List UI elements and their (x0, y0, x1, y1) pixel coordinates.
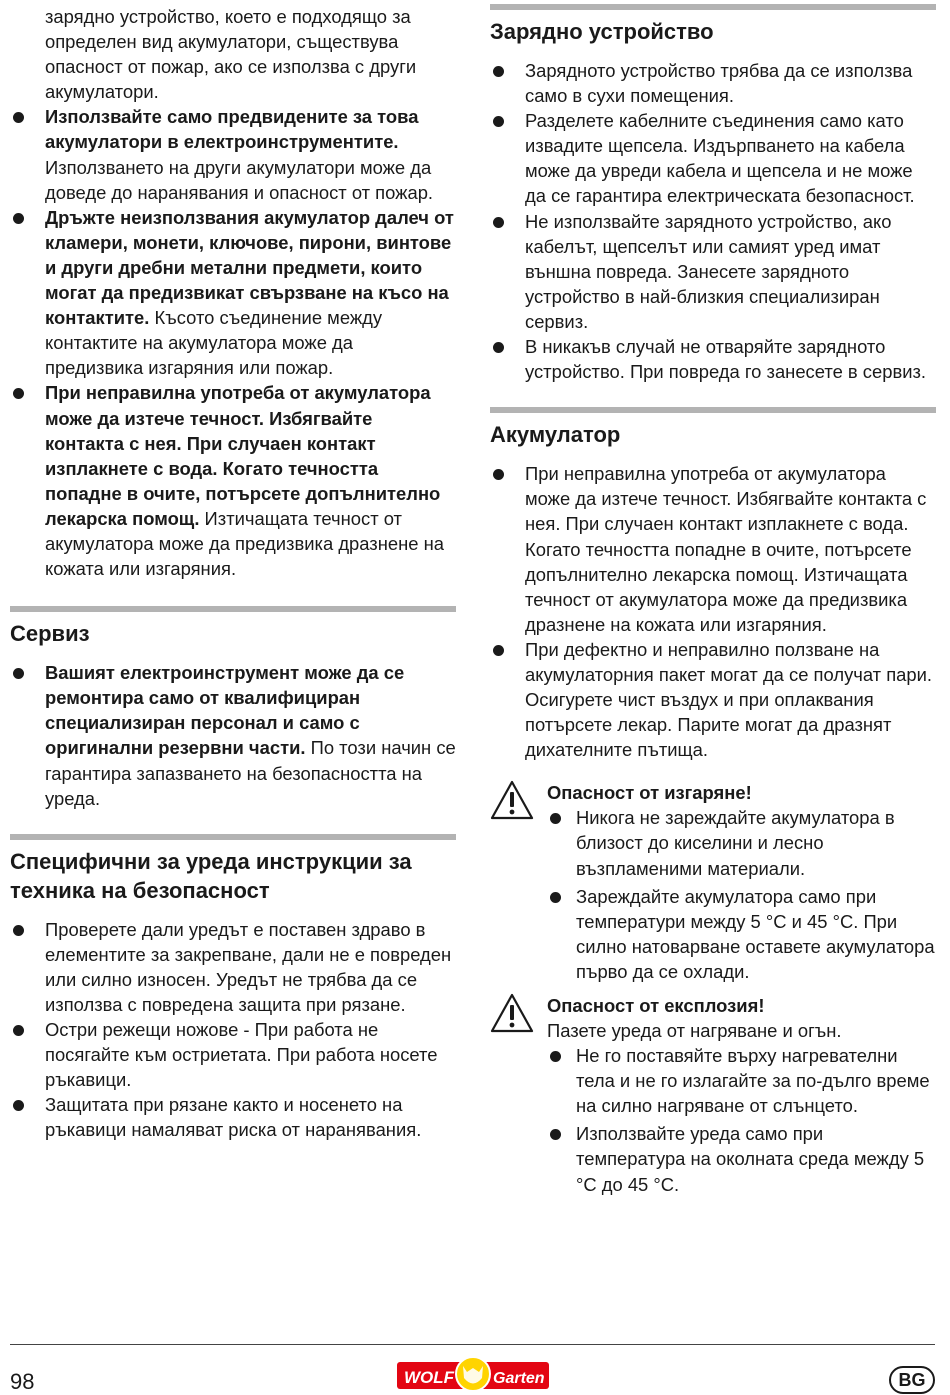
charger-heading: Зарядно устройство (490, 19, 714, 44)
bullet-item: Защитата при рязане както и носенето на ръкавици намаляват риска от наранявания. (10, 1092, 456, 1142)
bullet-item: Разделете кабелните съединения само като извадите щепсела. Издърпването на кабела може да увреди кабела и щепсела и не може да се гарантира електрическата безопасност. (490, 108, 936, 208)
intro-text: зарядно устройство, което е подходящо за определен вид акумулатори, съществува опасност от пожар, ако се използва с други акумулатори. (45, 6, 417, 103)
bullet-item: Никога не зареждайте акумулатора в близост до киселини и лесно възпламеними материали. (547, 805, 936, 880)
warning-title: Опасност от изгаряне! (547, 782, 752, 804)
left-column (10, 0, 456, 1143)
wolf-garten-logo (397, 1356, 549, 1392)
footer-divider (10, 1344, 935, 1345)
warning-intro: Пазете уреда от нагряване и огън. (547, 1020, 842, 1041)
logo-left-text: WOLF (404, 1368, 455, 1387)
bullet-item: Не го поставяйте върху нагревателни тела и не го излагайте за по-дълго време на силно нагряване от слънцето. (547, 1043, 936, 1118)
bullet-text: По този начин се гарантира запазването на безопасността на уреда. (45, 737, 456, 809)
bullet-item: Остри режещи ножове - При работа не посягайте към остриетата. При работа носете ръкавици. (10, 1017, 456, 1092)
bullet-bold: Използвайте само предвидените за това акумулатори в електроинструментите. (45, 106, 419, 153)
bullet-item: Зарядното устройство трябва да се използва само в сухи помещения. (490, 58, 936, 108)
bullet-item: В никакъв случай не отваряйте зарядното устройство. При повреда го занесете в сервиз. (490, 334, 936, 384)
warning-explosion (490, 993, 936, 1197)
bullet-item (10, 205, 456, 381)
battery-heading: Акумулатор (490, 422, 621, 448)
warning-burn (490, 780, 936, 984)
bullet-bold: Вашият електроинструмент може да се ремонтира само от квалифициран специализиран персонал и само с оригинални резервни части. (45, 662, 405, 759)
specific-heading: Специфични за уреда инструкции за техника на безопасност (10, 848, 412, 903)
bullet-item: Използвайте уреда само при температура на околната среда между 5 °C до 45 °C. (547, 1121, 936, 1196)
warning-triangle-icon (490, 780, 534, 820)
bullet-item: При неправилна употреба от акумулатора може да изтече течност. Избягвайте контакта с нея. При случаен контакт изплакнете с вода. Когато течността попадне в очите, потърсете допълнително лекарска помощ. Изтичащата течност от акумулатора може да предизвика дразнене на кожата или изгаряния. (490, 461, 936, 637)
bullet-item: При дефектно и неправилно ползване на акумулаторния пакет могат да се получат пари. Осигурете чист въздух и при оплаквания потърсете лекар. Парите могат да дразнят дихателните пътища. (490, 637, 936, 762)
bullet-text: Изтичащата течност от акумулатора може да предизвика дразнене на кожата или изгаряния. (45, 507, 444, 580)
bullet-bold: Дръжте неизползвания акумулатор далеч от кламери, монети, ключове, пирони, винтове и други дребни метални предмети, които могат да предизвикат свързване на късо на контактите. (45, 206, 454, 329)
section-divider (490, 407, 936, 413)
bullet-text: Използването на други акумулатори може да доведе до наранявания и опасност от пожар. (45, 156, 434, 203)
bullet-text: Късото съединение между контактите на акумулатора може да предизвика изгаряния или пожар. (45, 307, 383, 379)
bullet-item: Зареждайте акумулатора само при температури между 5 °C и 45 °C. При силно натоварване оставете акумулатора първо да се охлади. (547, 884, 936, 984)
page-number: 98 (10, 1369, 35, 1394)
bullet-item: Проверете дали уредът е поставен здраво в елементите за закрепване, дали не е повреден или силно износен. Уредът не трябва да се използва с повредена защита при рязане. (10, 917, 456, 1017)
bullet-item: Не използвайте зарядното устройство, ако кабелът, щепселът или самият уред имат външна повреда. Занесете зарядното устройство в най-близкия специализиран сервиз. (490, 209, 936, 334)
right-column (490, 0, 936, 1197)
warning-triangle-icon (490, 993, 534, 1033)
bullet-item (10, 380, 456, 581)
service-heading: Сервиз (10, 621, 90, 647)
bullet-item (10, 660, 456, 811)
logo-right-text: Garten (493, 1370, 545, 1387)
country-badge: BG (889, 1366, 935, 1394)
bullet-bold: При неправилна употреба от акумулатора може да изтече течност. Избягвайте контакта с нея. При случаен контакт изплакнете с вода. Когато течността попадне в очите, потърсете допълнително лекарска помощ. (45, 382, 441, 529)
section-divider (10, 606, 456, 612)
warning-title: Опасност от експлозия! (547, 995, 765, 1016)
section-divider (490, 4, 936, 10)
section-divider (10, 834, 456, 840)
bullet-item (10, 104, 456, 204)
